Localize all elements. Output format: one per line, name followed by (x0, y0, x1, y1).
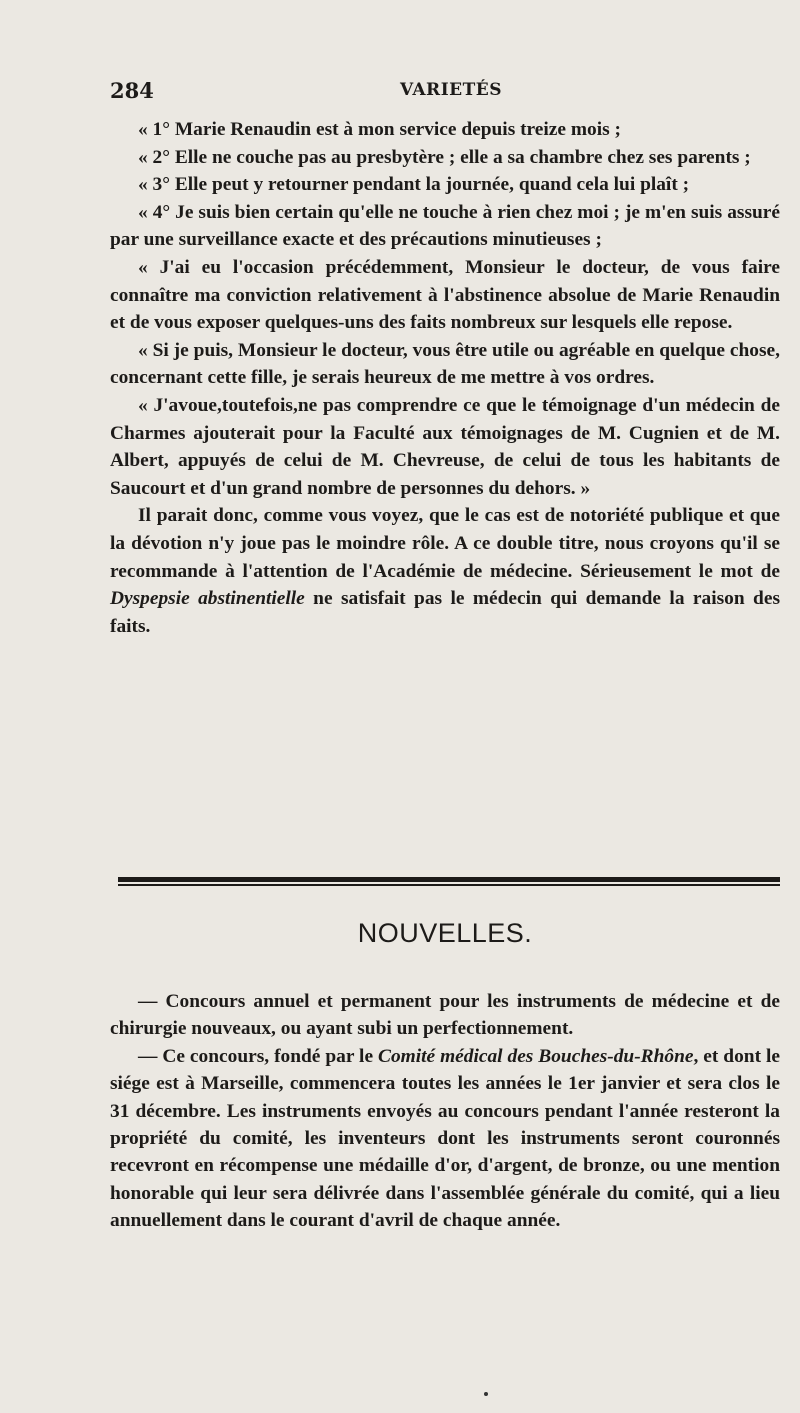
paragraph (110, 1043, 780, 1235)
text-run: ne satisfait pas le médecin qui demande la raison des faits. (110, 588, 780, 637)
letter-body (110, 116, 780, 640)
paragraph: « 3° Elle peut y retourner pendant la journée, quand cela lui plaît ; (138, 174, 690, 196)
divider-thin-line (118, 884, 780, 886)
divider-thick-line (118, 877, 780, 882)
paragraph-conclusion (110, 502, 780, 640)
paragraph: « J'ai eu l'occasion précédemment, Monsieur le docteur, de vous faire connaître ma conviction relativement à l'abstinence absolue de Marie Renaudin et de vous exposer quelques-uns des faits nombreux sur lesquels elle repose. (110, 256, 780, 334)
text-run: — Ce concours, fondé par le (138, 1045, 379, 1067)
paragraph: « Si je puis, Monsieur le docteur, vous être utile ou agréable en quelque chose, concernant cette fille, je serais heureux de me mettre à vos ordres. (110, 339, 780, 389)
text-run: , et dont le siége est à Marseille, commencera toutes les années le 1er janvier et sera clos le 31 décembre. Les instruments envoyés au concours pendant l'année resteront la propriété du comité, les inventeurs dont les instruments seront couronnés recevront en récompense une médaille d'or, d'argent, de bronze, ou une mention honorable qui leur sera délivrée dans l'assemblée générale du comité, qui a lieu annuellement dans le courant d'avril de chaque année. (110, 1045, 780, 1232)
paragraph: « 1° Marie Renaudin est à mon service depuis treize mois ; (138, 119, 621, 140)
paragraph: « 2° Elle ne couche pas au presbytère ; elle a sa chambre chez ses parents ; (138, 146, 751, 168)
paragraph: « J'avoue,toutefois,ne pas comprendre ce que le témoignage d'un médecin de Charmes ajouterait pour la Faculté aux témoignages de M. Cugnien et de M. Albert, appuyés de celui de M. Chevreuse, de celui de tous les habitants de Saucourt et d'un grand nombre de personnes du dehors. » (110, 394, 780, 499)
section-divider (118, 877, 780, 887)
section-title: NOUVELLES. (357, 918, 533, 948)
page-header (110, 78, 780, 102)
news-body (110, 988, 780, 1235)
paragraph: « 4° Je suis bien certain qu'elle ne touche à rien chez moi ; je m'en suis assuré par une surveillance exacte et des précautions minutieuses ; (110, 201, 780, 251)
running-head: VARIETÉS (400, 80, 502, 100)
italic-term: Comité médical des Bouches-du-Rhône (378, 1045, 694, 1067)
printer-mark (484, 1392, 488, 1396)
text-run: Il parait donc, comme vous voyez, que le cas est de notoriété publique et que la dévotion n'y joue pas le moindre rôle. A ce double titre, nous croyons qu'il se recommande à l'attention de l'Académie de médecine. Sérieusement le mot de (110, 505, 780, 582)
italic-term: Dyspepsie abstinentielle (110, 588, 305, 610)
paragraph: — Concours annuel et permanent pour les instruments de médecine et de chirurgie nouveaux, ou ayant subi un perfectionnement. (110, 991, 780, 1040)
page-number: 284 (110, 78, 154, 103)
